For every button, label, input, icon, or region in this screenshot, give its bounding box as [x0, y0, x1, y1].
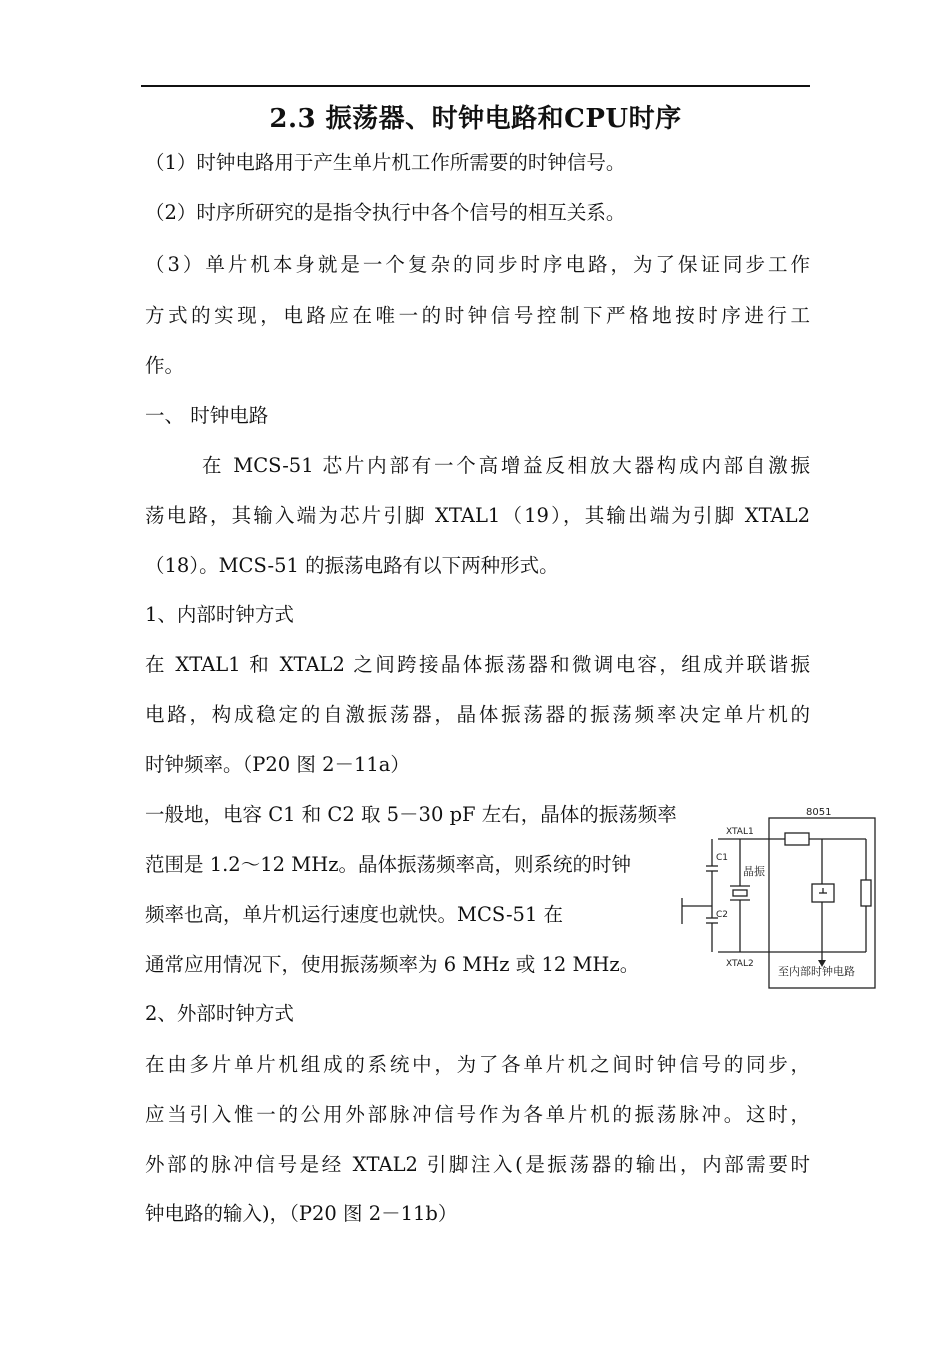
para-line: 频率也高，单片机运行速度也就快。MCS-51 在: [145, 903, 564, 926]
para-line: 范围是 1.2～12 MHz。晶体振荡频率高，则系统的时钟: [145, 853, 631, 876]
para-line: （3）单片机本身就是一个复杂的同步时序电路，为了保证同步工作: [145, 253, 810, 276]
para-line: 钟电路的输入)，（P20 图 2－11b）: [145, 1202, 458, 1225]
para-line: 作。: [145, 354, 185, 377]
para-line: 电路，构成稳定的自激振荡器，晶体振荡器的振荡频率决定单片机的: [145, 703, 810, 726]
subheading-external-clock: 2、外部时钟方式: [145, 1002, 294, 1025]
capacitor-c1-label: C1: [716, 853, 729, 863]
feedback-resistor: [861, 880, 871, 906]
resistor-input: [785, 833, 809, 845]
header-rule: [141, 85, 810, 87]
para-line: （1）时钟电路用于产生单片机工作所需要的时钟信号。: [145, 151, 626, 174]
para-line: 在 XTAL1 和 XTAL2 之间跨接晶体振荡器和微调电容，组成并联谐振: [145, 653, 810, 676]
crystal-label: 晶振: [743, 865, 765, 878]
para-line: （2）时序所研究的是指令执行中各个信号的相互关系。: [145, 201, 626, 224]
pin-xtal2-label: XTAL2: [726, 959, 754, 969]
para-line: 时钟频率。（P20 图 2－11a）: [145, 753, 410, 776]
para-line: 荡电路，其输入端为芯片引脚 XTAL1（19），其输出端为引脚 XTAL2: [145, 504, 810, 527]
para-line: 一般地，电容 C1 和 C2 取 5－30 pF 左右，晶体的振荡频率: [145, 803, 677, 826]
subheading-internal-clock: 1、内部时钟方式: [145, 603, 294, 626]
para-line: 应当引入惟一的公用外部脉冲信号作为各单片机的振荡脉冲。这时，: [145, 1103, 810, 1126]
section-title: 2.3 振荡器、时钟电路和CPU时序: [269, 104, 682, 134]
para-line: 通常应用情况下，使用振荡频率为 6 MHz 或 12 MHz。: [145, 953, 640, 976]
oscillator-circuit-diagram: [678, 800, 878, 995]
pin-xtal1-label: XTAL1: [726, 827, 754, 837]
para-line: （18）。MCS-51 的振荡电路有以下两种形式。: [145, 554, 559, 577]
chip-label: 8051: [806, 807, 832, 818]
crystal-symbol: [733, 890, 747, 896]
subheading-clock-circuit: 一、 时钟电路: [145, 404, 269, 427]
output-label: 至内部时钟电路: [778, 965, 855, 978]
capacitor-c2-label: C2: [716, 910, 729, 920]
para-line: 外部的脉冲信号是经 XTAL2 引脚注入(是振荡器的输出，内部需要时: [145, 1153, 810, 1176]
para-line: 方式的实现，电路应在唯一的时钟信号控制下严格地按时序进行工: [145, 304, 810, 327]
para-line: 在由多片单片机组成的系统中，为了各单片机之间时钟信号的同步，: [145, 1053, 810, 1076]
para-line: 在 MCS-51 芯片内部有一个高增益反相放大器构成内部自激振: [202, 454, 810, 477]
